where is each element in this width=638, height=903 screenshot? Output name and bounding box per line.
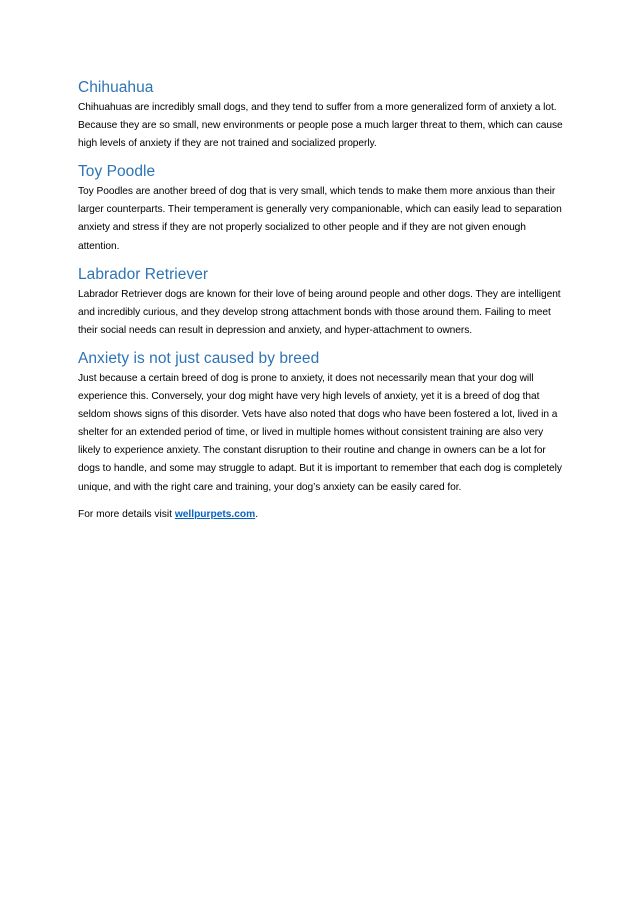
footer-suffix: .	[255, 508, 259, 520]
section-heading: Chihuahua	[78, 79, 154, 96]
section-anxiety-breed	[78, 349, 568, 497]
section-labrador-retriever	[78, 265, 568, 340]
section-toy-poodle	[78, 162, 568, 255]
section-chihuahua	[78, 78, 568, 153]
website-link[interactable]: wellpurpets.com	[174, 508, 256, 520]
section-heading: Toy Poodle	[78, 163, 156, 181]
section-body: Just because a certain breed of dog is prone to anxiety, it does not necessarily mean that your dog will experience this. Conversely, your dog might have very high levels of anxiety, yet it is a breed of dog that seldom shows signs of this disorder. Vets have also noted that dogs who have been fostered a lot, lived in a shelter for an extended period of time, or lived in multiple homes without consistent training are also very likely to experience anxiety. The constant disruption to their routine and change in owners can be a lot for dogs to handle, and some may struggle to adapt. But it is important to remember that each dog is completely unique, and with the right care and training, your dog’s anxiety can be easily cared for.	[78, 372, 562, 493]
footer-line	[78, 506, 568, 524]
section-body: Labrador Retriever dogs are known for their love of being around people and other dogs. They are intelligent and incredibly curious, and they develop strong attachment bonds with those around them. Failing to meet their social needs can result in depression and anxiety, and hyper-attachment to owners.	[78, 288, 561, 336]
section-heading: Anxiety is not just caused by breed	[78, 349, 320, 367]
section-body: Toy Poodles are another breed of dog that is very small, which tends to make them more anxious than their larger counterparts. Their temperament is generally very companionable, which can easily lead to separation anxiety and stress if they are not properly socialized to other people and if they are not given enough attention.	[78, 186, 562, 252]
footer-prefix: For more details visit	[78, 508, 175, 520]
document-page	[78, 78, 568, 524]
section-heading: Labrador Retriever	[78, 265, 209, 283]
section-body: Chihuahuas are incredibly small dogs, and they tend to suffer from a more generalized form of anxiety a lot. Because they are so small, new environments or people pose a much larger threat to them, which can cause high levels of anxiety if they are not trained and socialized properly.	[78, 102, 563, 150]
